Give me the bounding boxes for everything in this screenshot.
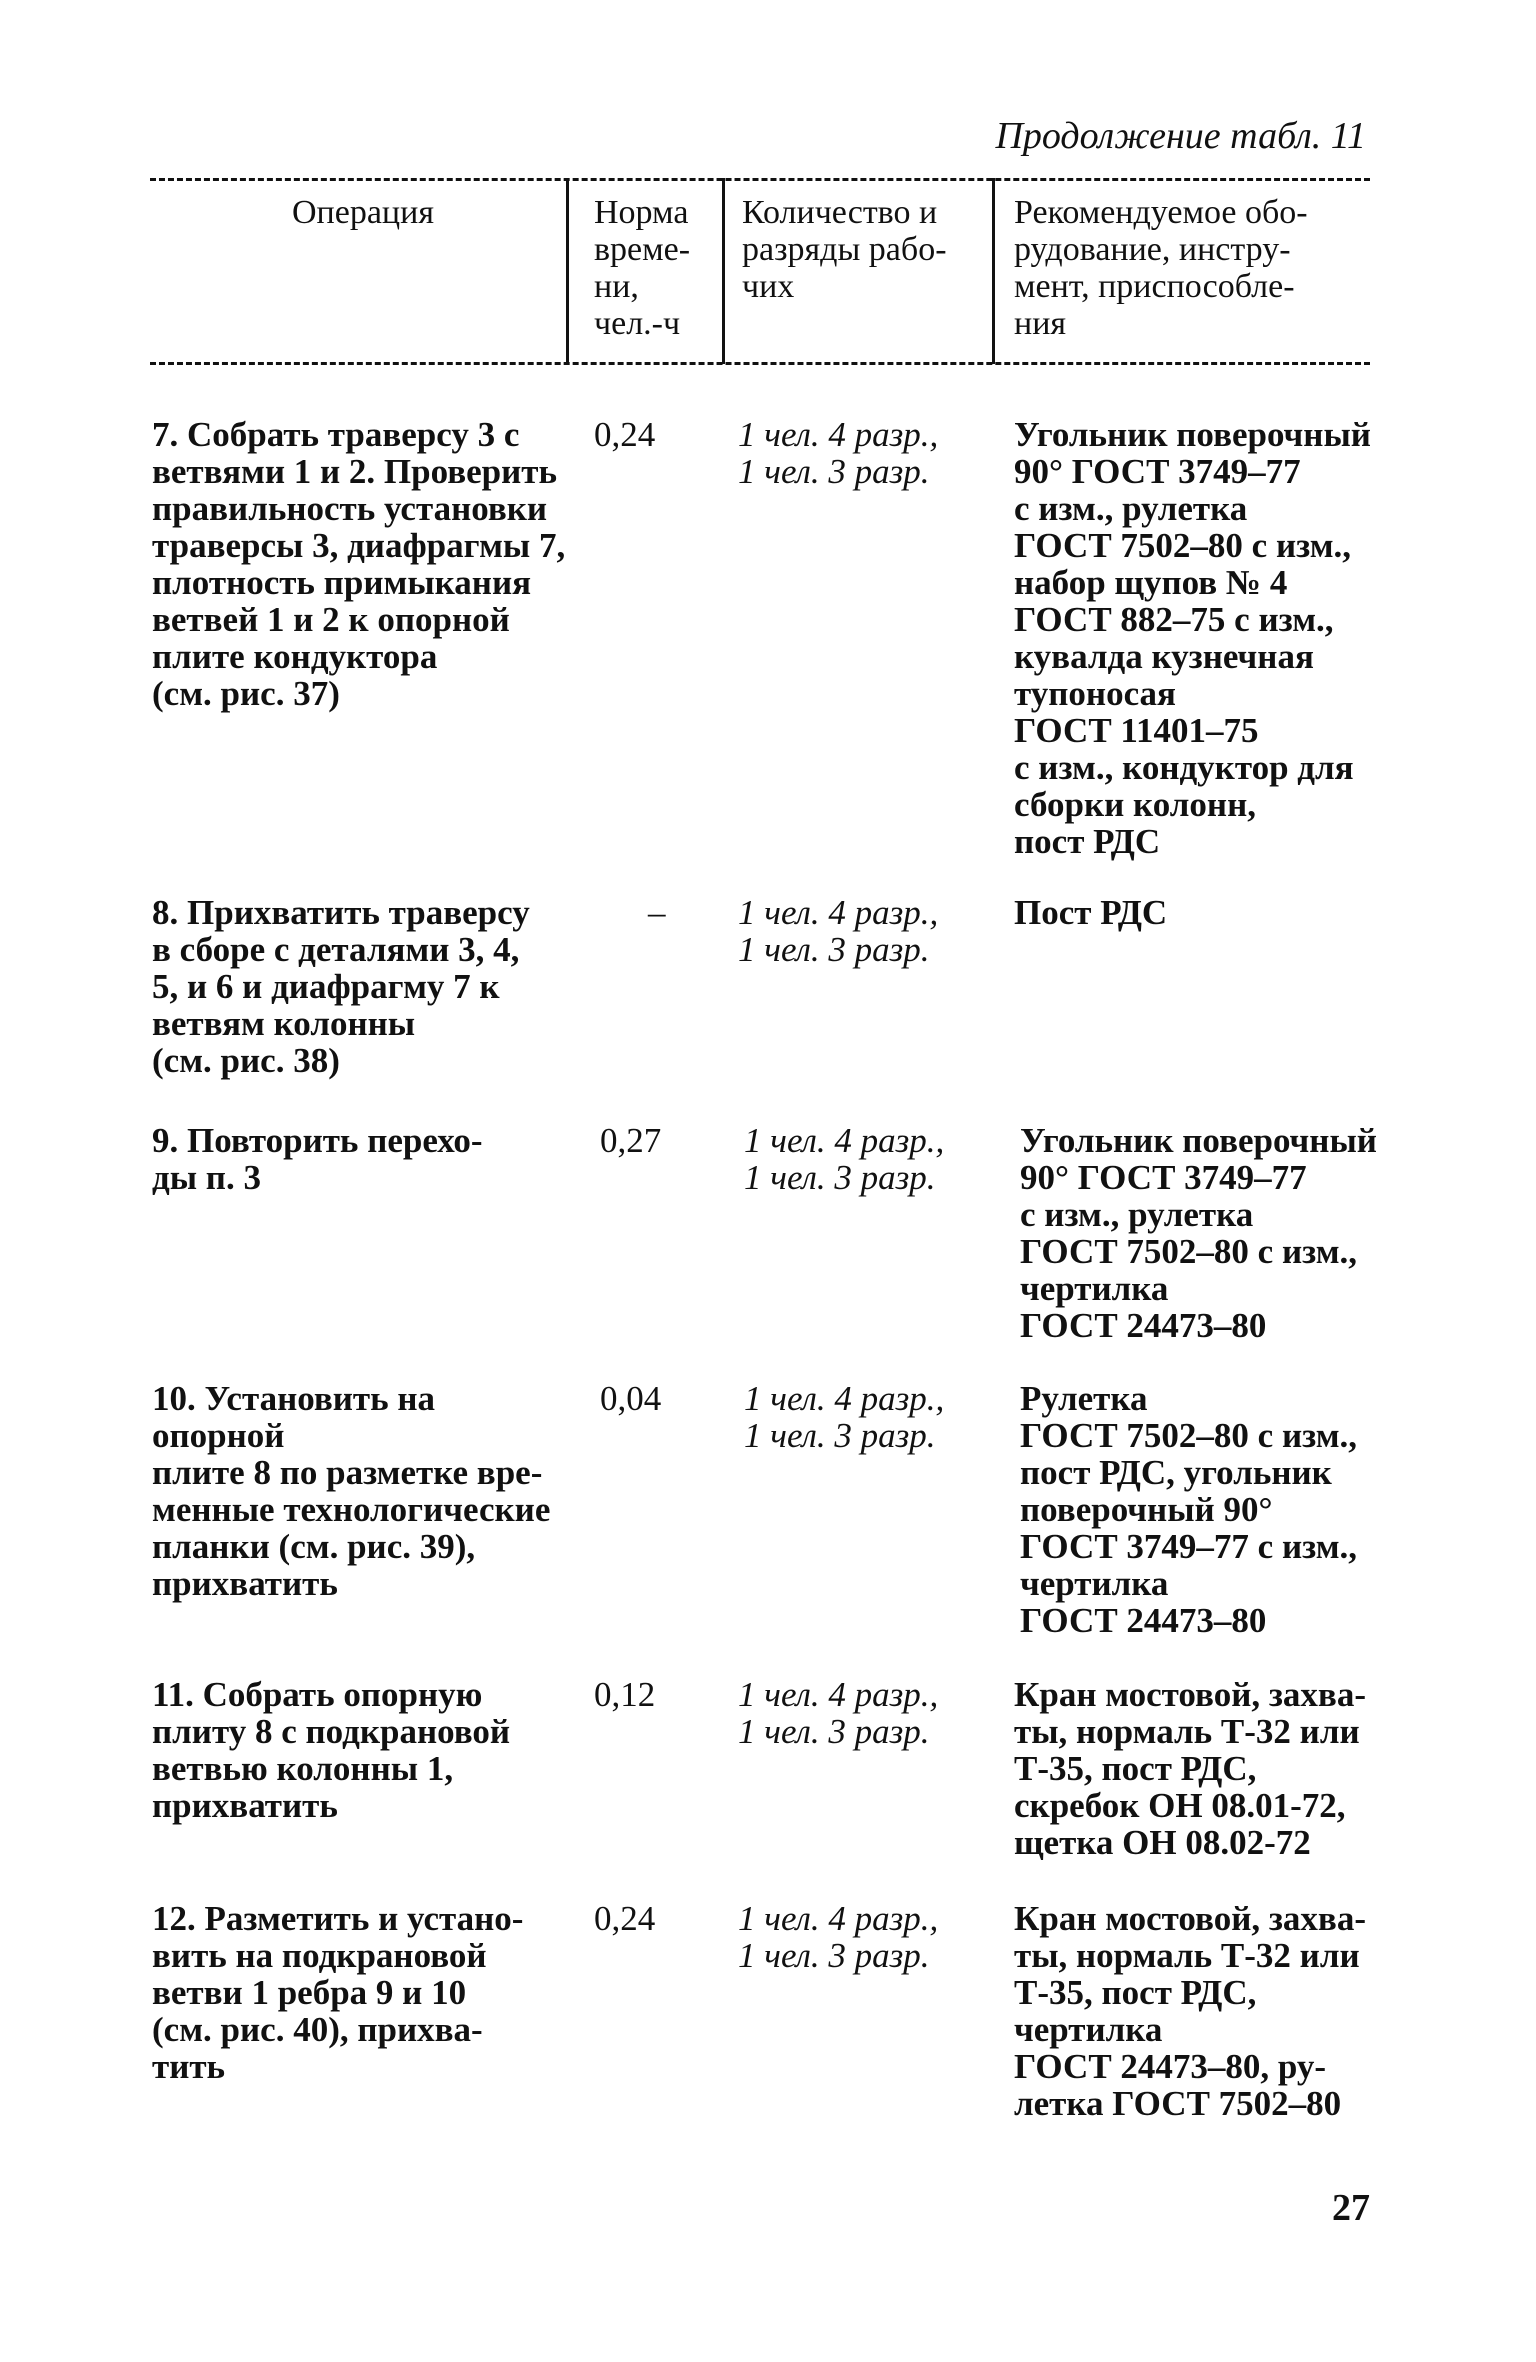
row-12-equipment: Кран мостовой, захва- ты, нормаль Т-32 или Т-35, пост РДС, чертилка ГОСТ 24473–80, ру- летка ГОСТ 7502–80	[1014, 1899, 1366, 2123]
row-7-equipment: Угольник поверочный 90° ГОСТ 3749–77 с изм., рулетка ГОСТ 7502–80 с изм., набор щупов № 4 ГОСТ 882–75 с изм., кувалда кузнечная тупоносая ГОСТ 11401–75 с изм., кондуктор для сборки колонн, пост РДС	[1014, 415, 1371, 861]
row-12-operation: 12. Разметить и устано- вить на подкрановой ветви 1 ребра 9 и 10 (см. рис. 40), прихва- тить	[152, 1899, 524, 2086]
header-workers: Количество и разряды рабо- чих	[742, 194, 947, 305]
row-9-workers: 1 чел. 4 разр., 1 чел. 3 разр.	[744, 1121, 945, 1197]
header-bottom-rule	[150, 362, 1370, 365]
column-divider	[722, 178, 725, 364]
column-divider	[566, 178, 569, 364]
row-10-norm: 0,04	[600, 1379, 662, 1418]
row-11-norm: 0,12	[594, 1675, 656, 1714]
row-7-norm: 0,24	[594, 415, 656, 454]
row-8-operation: 8. Прихватить траверсу в сборе с деталями 3, 4, 5, и 6 и диафрагму 7 к ветвям колонны (см. рис. 38)	[152, 893, 530, 1080]
column-divider	[992, 178, 995, 364]
row-10-operation: 10. Установить на опорной плите 8 по разметке вре- менные технологические планки (см. рис. 39), прихватить	[152, 1379, 551, 1603]
row-9-equipment: Угольник поверочный 90° ГОСТ 3749–77 с изм., рулетка ГОСТ 7502–80 с изм., чертилка ГОСТ 24473–80	[1020, 1121, 1377, 1345]
row-9-norm: 0,27	[600, 1121, 662, 1160]
row-7-workers: 1 чел. 4 разр., 1 чел. 3 разр.	[738, 415, 939, 491]
table-caption: Продолжение табл. 11	[995, 115, 1366, 157]
row-9-operation: 9. Повторить перехо- ды п. 3	[152, 1121, 483, 1197]
header-equipment: Рекомендуемое обо- рудование, инстру- мент, приспособле- ния	[1014, 194, 1308, 342]
row-11-operation: 11. Собрать опорную плиту 8 с подкрановой ветвью колонны 1, прихватить	[152, 1675, 511, 1825]
row-12-workers: 1 чел. 4 разр., 1 чел. 3 разр.	[738, 1899, 939, 1975]
row-8-workers: 1 чел. 4 разр., 1 чел. 3 разр.	[738, 893, 939, 969]
row-12-norm: 0,24	[594, 1899, 656, 1938]
row-11-equipment: Кран мостовой, захва- ты, нормаль Т-32 или Т-35, пост РДС, скребок ОН 08.01-72, щетка ОН 08.02-72	[1014, 1675, 1366, 1862]
row-7-operation: 7. Собрать траверсу 3 с ветвями 1 и 2. Проверить правильность установки траверсы 3, диафрагмы 7, плотность примыкания ветвей 1 и 2 к опорной плите кондуктора (см. рис. 37)	[152, 415, 566, 713]
header-norm: Норма време- ни, чел.-ч	[594, 194, 691, 342]
header-top-rule	[150, 178, 1370, 181]
page-number: 27	[1332, 2187, 1370, 2229]
row-11-workers: 1 чел. 4 разр., 1 чел. 3 разр.	[738, 1675, 939, 1751]
row-8-norm: –	[648, 893, 666, 932]
row-8-equipment: Пост РДС	[1014, 893, 1168, 932]
header-operation: Операция	[292, 194, 434, 231]
row-10-equipment: Рулетка ГОСТ 7502–80 с изм., пост РДС, угольник поверочный 90° ГОСТ 3749–77 с изм., чертилка ГОСТ 24473–80	[1020, 1379, 1358, 1640]
row-10-workers: 1 чел. 4 разр., 1 чел. 3 разр.	[744, 1379, 945, 1455]
